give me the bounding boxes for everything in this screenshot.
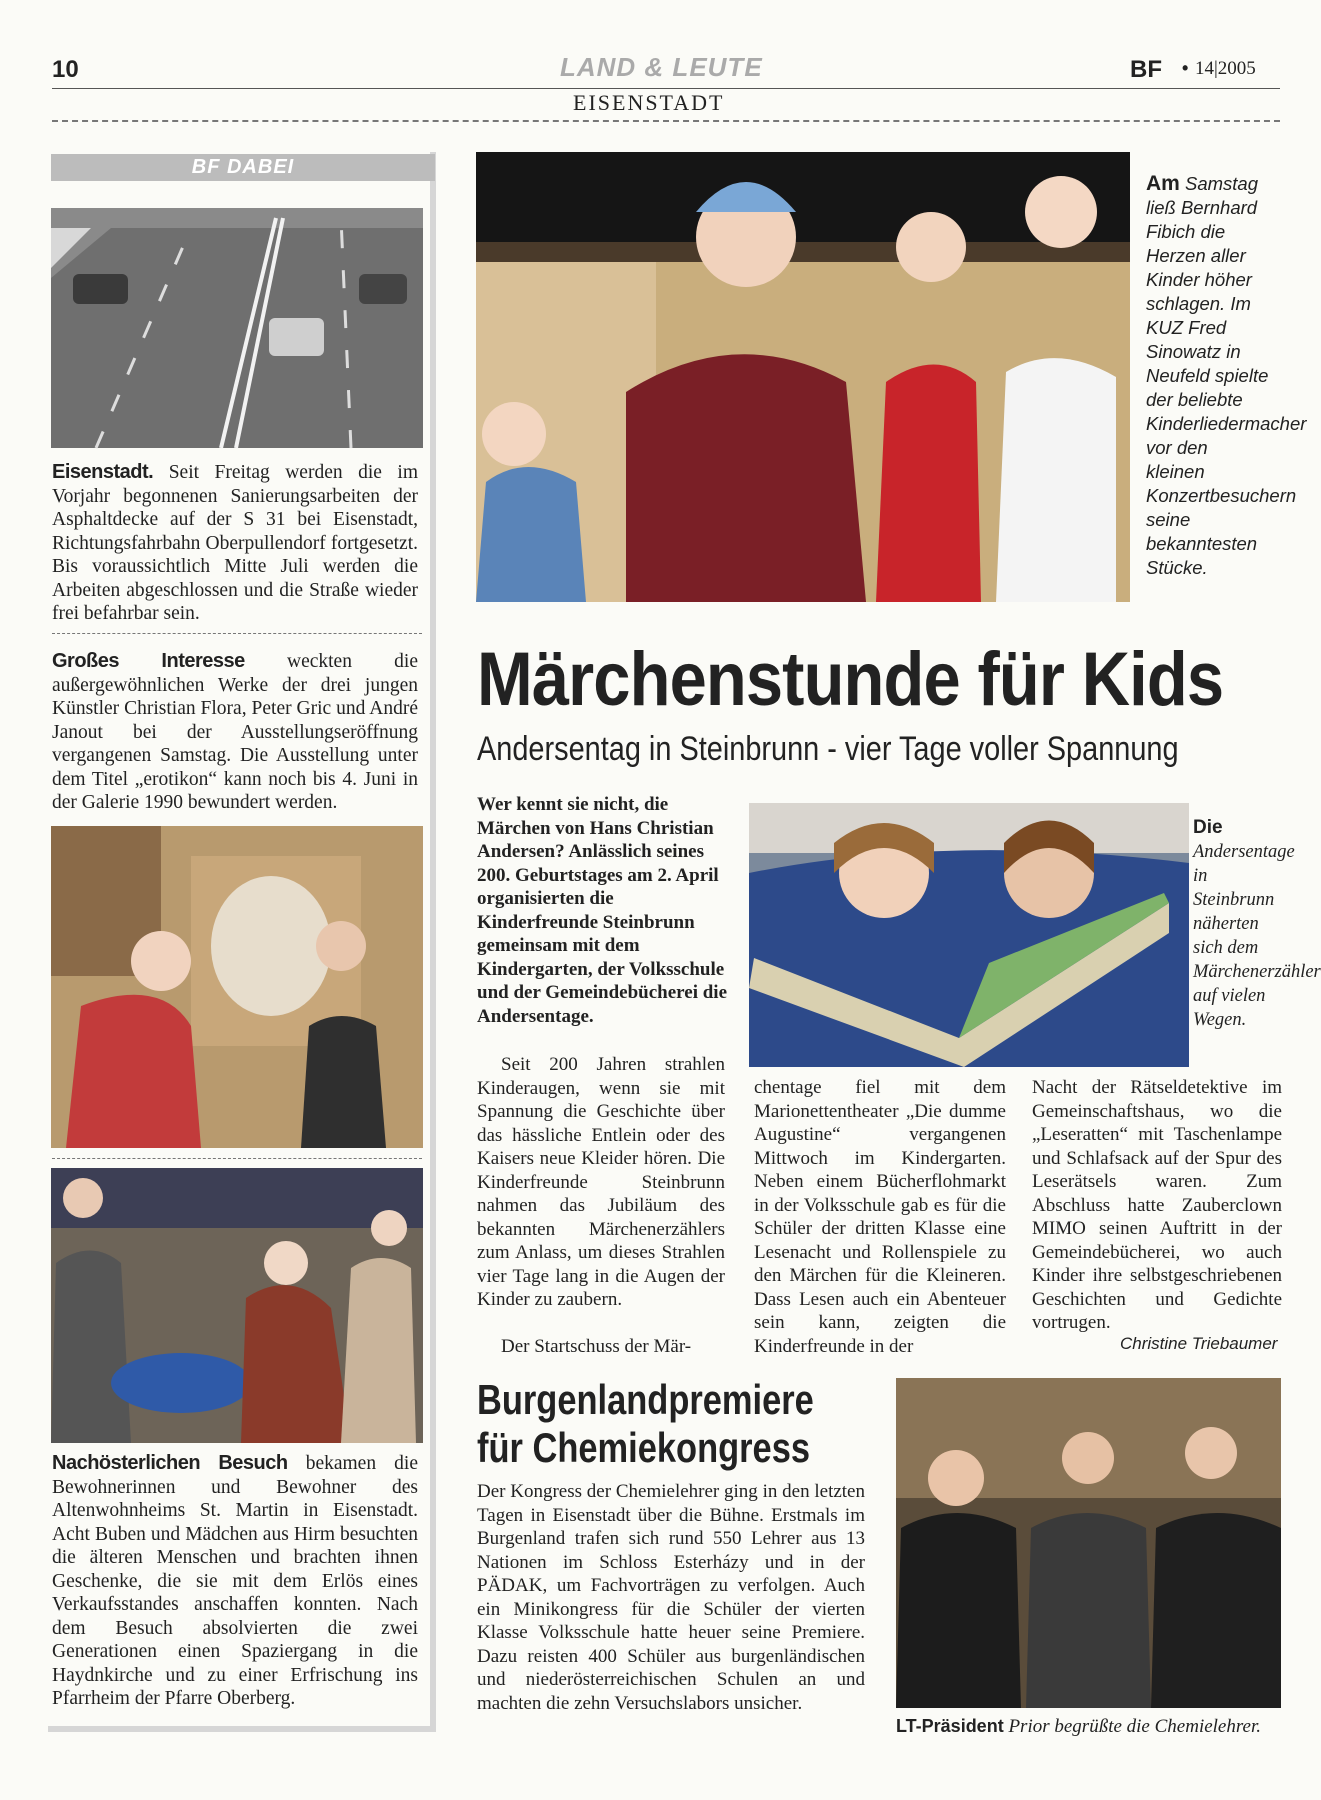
concert-caption-lead: Am [1146, 172, 1180, 195]
section-title: LAND & LEUTE [560, 52, 763, 82]
sidebar-divider-1 [52, 633, 422, 634]
sidebar-item-2-text: weckten die außergewöhnlichen Werke der drei jungen Künstler Christian Flora, Peter Gric und André Janout bei der Ausstellungseröffnung vergangenen Samstag. Die Ausstellung unter dem Titel „erotikon“ kann noch bis 4. Juni in der Galerie 1990 bewundert werden. [52, 651, 418, 813]
header-dashed-rule [52, 120, 1280, 122]
issue-number: 14|2005 [1195, 58, 1256, 79]
main-subhead: Andersentag in Steinbrunn - vier Tage voller Spannung [477, 730, 1179, 768]
reading-caption-lead: Die [1193, 817, 1223, 838]
article2-headline-line1: Burgenlandpremiere [477, 1376, 814, 1423]
article-column-3: Nacht der Rätseldetektive im Gemeinschaftshaus, wo die „Leseratten“ mit Taschenlampe und Schlafsack auf der Spur des Leserätsels waren. Zum Abschluss hatte Zauberclown MIMO seinen Auftritt in der Gemeindebücherei, wo auch Kinder ihre selbstgeschriebenen Geschichten und Gedichte vortrugen. [1032, 1077, 1282, 1333]
nursing-home-photo [51, 1168, 423, 1443]
article-column-1-end: Der Startschuss der Mär- [501, 1336, 692, 1357]
congress-caption-lead: LT-Präsident [896, 1716, 1004, 1736]
sidebar-item-2 [52, 650, 418, 815]
congress-caption-text: Prior begrüßte die Chemielehrer. [1008, 1716, 1262, 1737]
reading-caption-text: Andersentage in Steinbrunn näherten sich dem Märchenerzähler auf vielen Wegen. [1193, 842, 1321, 1030]
reading-caption [1193, 816, 1321, 1032]
article2-headline [477, 1376, 814, 1472]
sidebar-item-1 [52, 461, 418, 626]
reading-photo [749, 803, 1189, 1067]
sidebar-item-3-lead: Nachösterlichen Besuch [52, 1452, 288, 1474]
sidebar-divider-2 [52, 1158, 422, 1159]
concert-photo [476, 152, 1130, 602]
concert-caption-text: Samstag ließ Bernhard Fibich die Herzen aller Kinder höher schlagen. Im KUZ Fred Sinowatz in Neufeld spielte der beliebte Kinderliedermacher vor den kleinen Konzertbesuchern seine bekanntesten Stücke. [1146, 173, 1307, 578]
sidebar-item-2-lead: Großes Interesse [52, 650, 245, 672]
author-byline: Christine Triebaumer [1120, 1334, 1278, 1353]
congress-caption [896, 1716, 1261, 1738]
sidebar-tag: BF DABEI [51, 154, 435, 181]
page-number: 10 [52, 56, 79, 83]
exhibition-photo [51, 826, 423, 1148]
congress-photo [896, 1378, 1281, 1708]
sidebar-item-3 [52, 1452, 418, 1711]
concert-caption [1146, 172, 1307, 580]
sidebar-item-3-text: bekamen die Bewohnerinnen und Bewohner des Altenwohnheims St. Martin in Eisenstadt. Acht Buben und Mädchen aus Hirm besuchten die älteren Menschen und brachten ihnen Geschenke, die sie mit dem Erlös eines Verkaufsstandes anschaffen konnten. Nach dem Besuch absolvierten die zwei Generationen einen Spaziergang in die Haydnkirche und zu einer Erfrischung ins Pfarrheim der Pfarre Oberberg. [52, 1453, 418, 1709]
main-headline: Märchenstunde für Kids [477, 637, 1224, 722]
sidebar-item-1-text: Seit Freitag werden die im Vorjahr begonnenen Sanierungsarbeiten der Asphaltdecke auf der S 31 bei Eisenstadt, Richtungsfahrbahn Oberpullendorf fortgesetzt. Bis voraussichtlich Mitte Juli werden die Arbeiten abgeschlossen und die Straße wieder frei befahrbar sein. [52, 462, 418, 624]
article-column-1: Seit 200 Jahren strahlen Kinderaugen, wenn sie mit Spannung die Geschichte über das hässliche Entlein oder des Kaisers neue Kleider hören. Die Kinderfreunde Steinbrunn nahmen das Jubiläum des bekannten Märchenerzählers zum Anlass, um dieses Strahlen vier Tage lang in die Augen der Kinder zu zaubern. [477, 1054, 725, 1310]
city-title: EISENSTADT [573, 90, 725, 115]
article2-text: Der Kongress der Chemielehrer ging in den letzten Tagen in Eisenstadt über die Bühne. Erstmals im Burgenland trafen sich rund 550 Lehrer aus 13 Nationen im Schloss Esterházy und in der PÄDAK, um Fachvorträgen zu verfolgen. Auch ein Minikongress für die Schüler der vierten Klasse Volksschule hatte heuer seine Premiere. Dazu reisten 400 Schüler aus burgenländischen und niederösterreichischen Schulen an und machten die zehn Versuchslabors unsicher. [477, 1481, 865, 1714]
header-rule [52, 88, 1280, 89]
article2-headline-line2: für Chemiekongress [477, 1424, 811, 1471]
brand-logo: BF [1130, 56, 1162, 83]
sidebar-item-1-lead: Eisenstadt. [52, 461, 154, 483]
article-intro: Wer kennt sie nicht, die Märchen von Hans Christian Andersen? Anlässlich seines 200. Geburtstages am 2. April organisierten die Kinderfreunde Steinbrunn gemeinsam mit dem Kindergarten, der Volksschule und der Gemeindebücherei die Andersentage. [477, 794, 728, 1027]
brand-separator: • [1182, 58, 1189, 78]
article-column-2: chentage fiel mit dem Marionettentheater „Die dumme Augustine“ vergangenen Mittwoch im Kindergarten. Neben einem Bücherflohmarkt in der Volksschule gab es für die Schüler der dritten Klasse eine Lesenacht und Rollenspiele zu den Märchen für die Kleineren. Dass Lesen auch ein Abenteuer sein kann, zeigten die Kinderfreunde in der [754, 1077, 1006, 1357]
road-photo [51, 208, 423, 448]
